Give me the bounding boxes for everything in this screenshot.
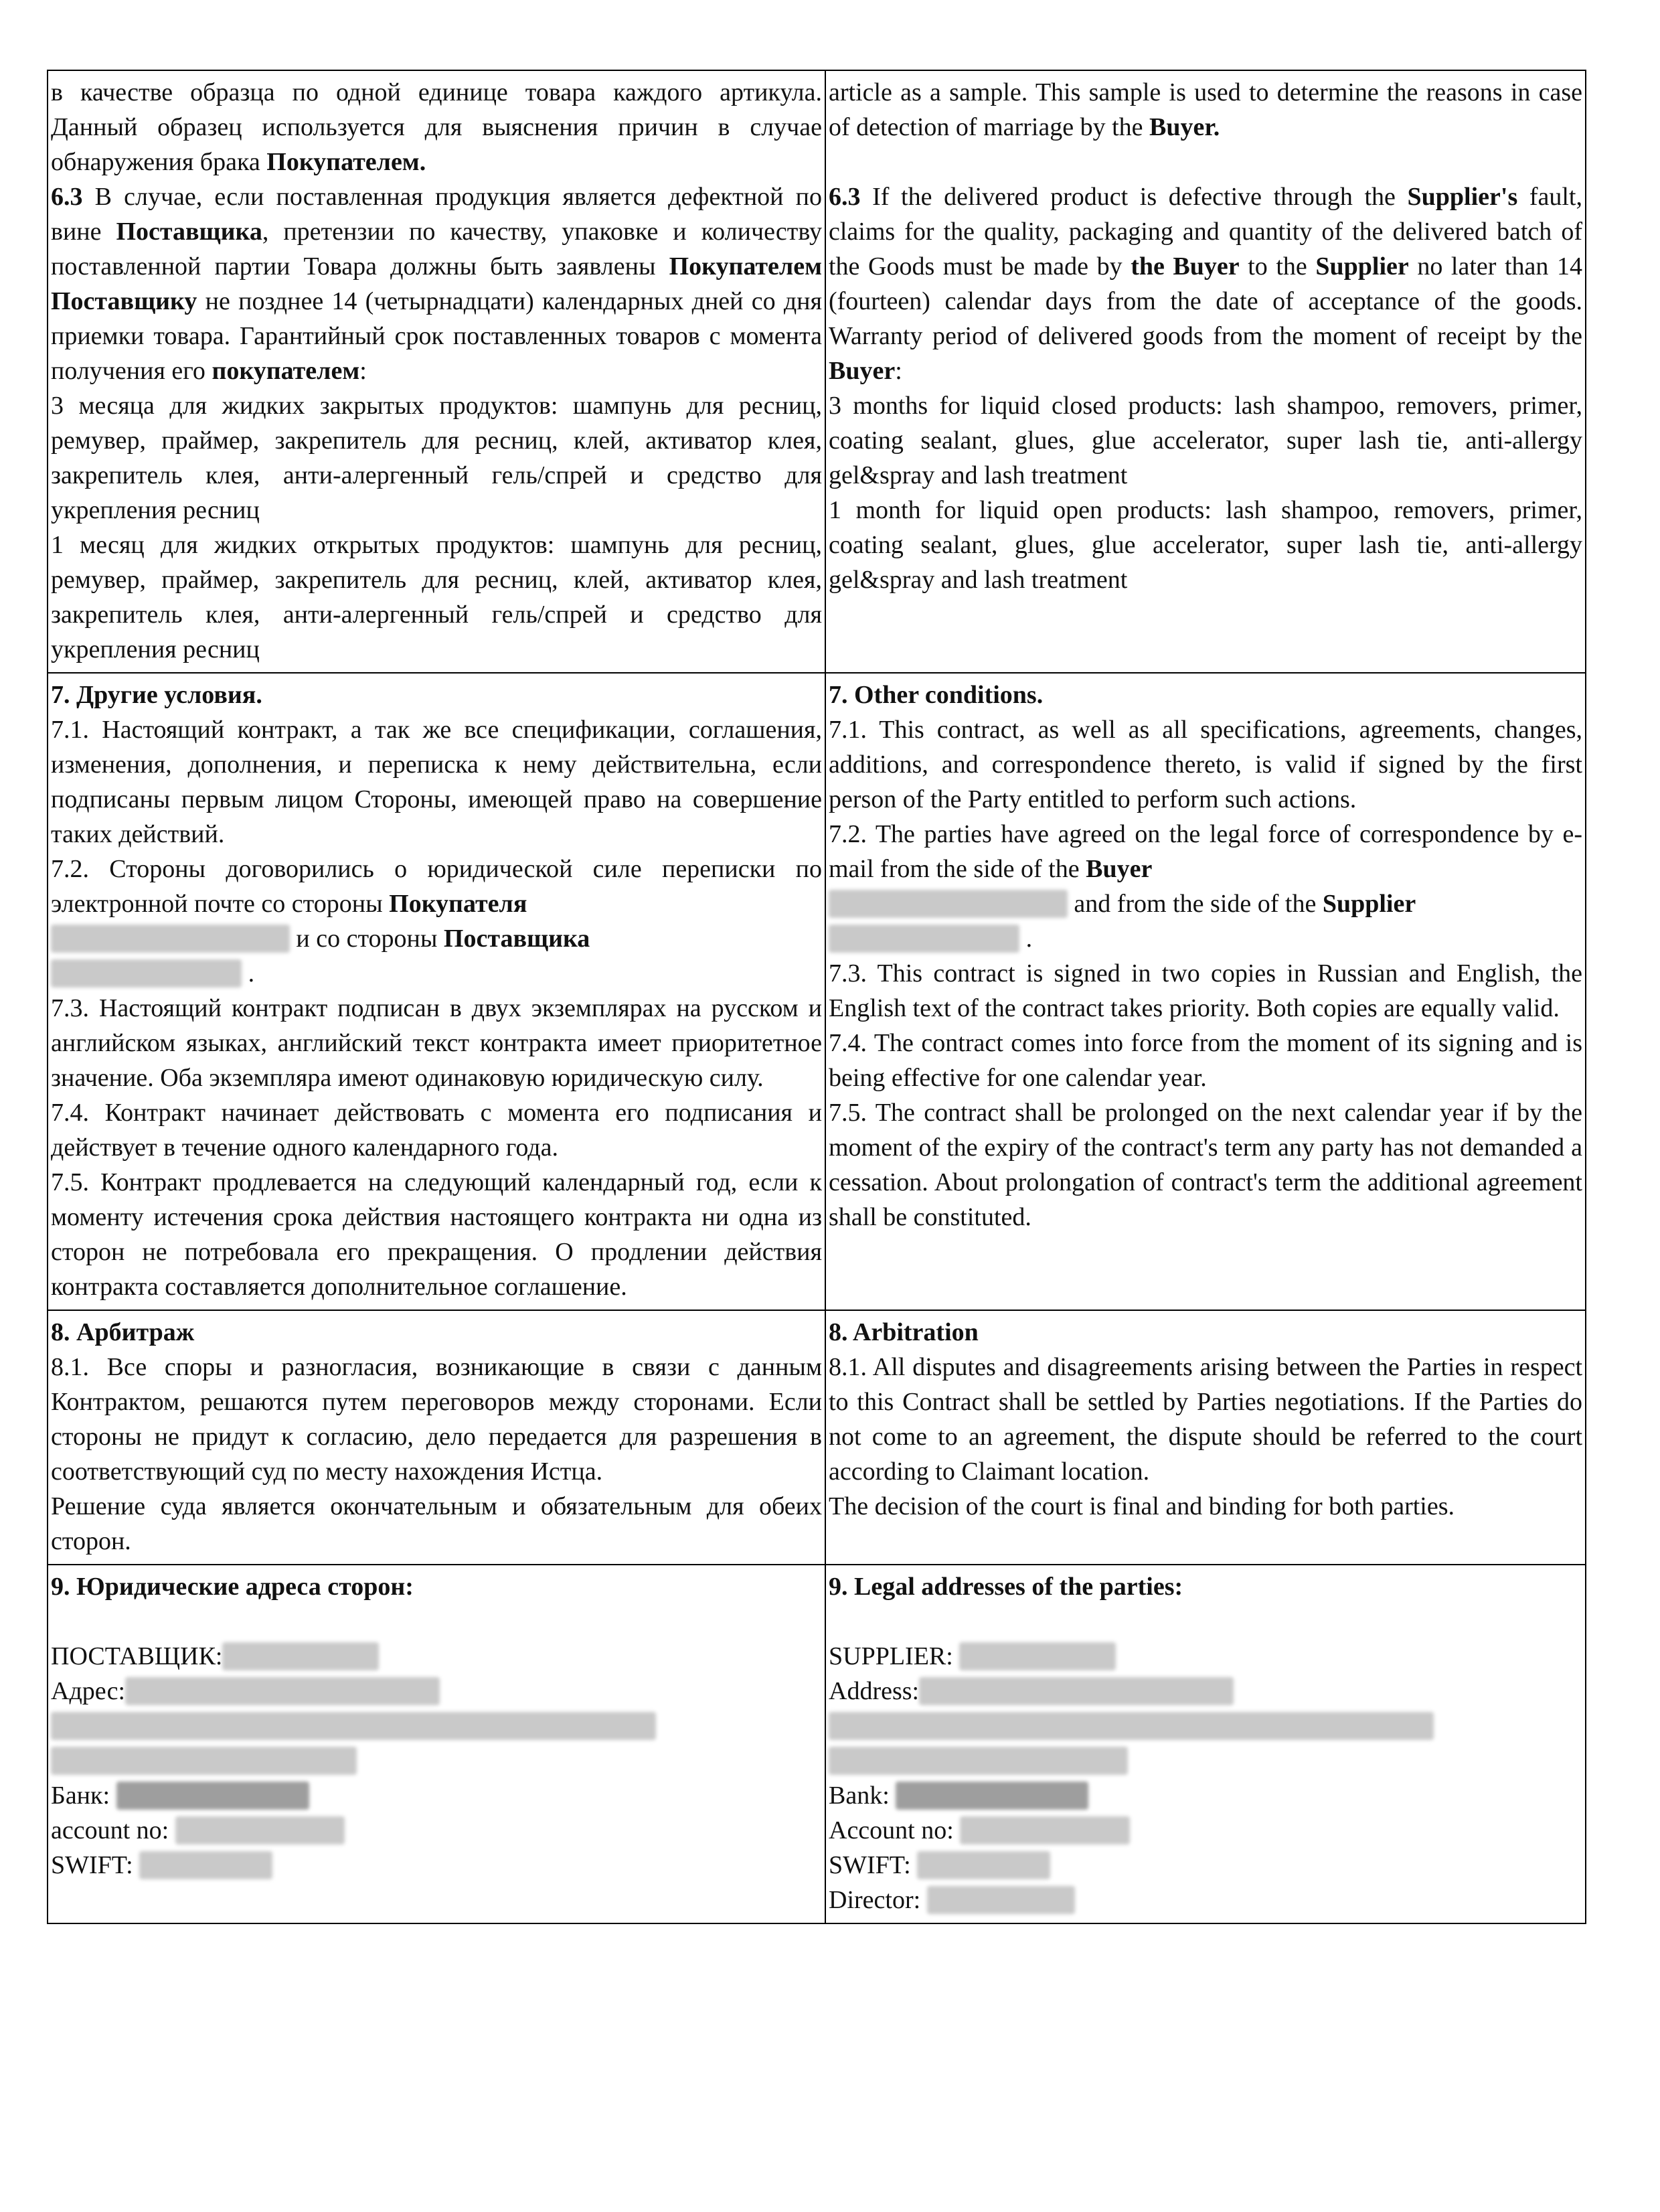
en-63-buyer: Buyer [829,357,896,385]
ru-63-buyer: покупателем [212,357,360,385]
ru-sample-text: в качестве образца по одной единице товара каждого артикула. Данный образец используется для выяснения причин в случае обнаружения брака [51,78,822,176]
en-63-supplier-2: Supplier [1315,252,1409,281]
redacted-account [175,1816,345,1844]
en-director-label: Director: [829,1886,921,1914]
ru-liquid-open: 1 месяц для жидких открытых продуктов: шампунь для ресниц, ремувер, праймер, закрепитель для ресниц, клей, активатор клея, закрепитель клея, анти-алергенный гель/спрей и средство для укрепления ресниц [51,531,822,663]
en-72-end: . [1019,925,1033,953]
ru-address-line-3 [51,1743,822,1778]
redacted-address [829,1747,1128,1775]
en-supplier-label: SUPPLIER: [829,1642,953,1670]
en-section-9-title: 9. Legal addresses of the parties: [829,1573,1183,1601]
en-72-buyer: Buyer [1086,855,1153,883]
en-address-line [829,1674,1582,1709]
redacted-address [51,1747,357,1775]
en-72-text-a: 7.2. The parties have agreed on the legal force of correspondence by e-mail from the side of the [829,820,1582,883]
en-clause-7-4: 7.4. The contract comes into force from the moment of its signing and is being effective for one calendar year. [829,1029,1582,1092]
ru-bank-label: Банк: [51,1782,110,1810]
en-liquid-open: 1 month for liquid open products: lash shampoo, removers, primer, coating sealant, glues, glue accelerator, super lash tie, anti-allergy gel&spray and lash treatment [829,496,1582,594]
en-clause-6-3 [829,179,1582,388]
cell-section-7-ru [48,673,825,1310]
en-sample-paragraph [829,75,1582,145]
ru-swift-label: SWIFT: [51,1851,133,1879]
cell-section-7-en [825,673,1586,1310]
redacted-swift [139,1851,272,1879]
ru-72-supplier: Поставщика [443,925,590,953]
en-address-line-2 [829,1709,1582,1743]
redacted-email [51,925,290,953]
en-72-text-b: and from the side of the [1067,890,1323,918]
redacted-name [222,1642,378,1670]
ru-supplier-label: ПОСТАВЩИК: [51,1642,223,1670]
redacted-bank [116,1782,309,1810]
ru-72-text-a: 7.2. Стороны договорились о юридической силе переписки по электронной почте со стороны [51,855,822,918]
ru-liquid-closed: 3 месяца для жидких закрытых продуктов: шампунь для ресниц, ремувер, праймер, закрепитель для ресниц, клей, активатор клея, закрепитель клея, анти-алергенный гель/спрей и средство для укрепления ресниц [51,392,822,524]
ru-sample-paragraph [51,75,822,179]
row-section-9 [48,1565,1586,1923]
en-63-colon: : [895,357,902,385]
contract-table [47,70,1586,1924]
en-bank-label: Bank: [829,1782,890,1810]
en-72-supplier: Supplier [1322,890,1416,918]
en-court-decision: The decision of the court is final and binding for both parties. [829,1492,1455,1520]
en-address-line-3 [829,1743,1582,1778]
en-63-text-g: no later than 14 (fourteen) calendar days from the date of acceptance of the goods. Warranty period of delivered goods from the moment of receipt by the [829,252,1582,350]
spacer [51,1604,822,1639]
row-section-8 [48,1310,1586,1565]
en-63-text-a: If the delivered product is defective through the [860,183,1408,211]
redacted-director [927,1886,1076,1914]
redacted-address [919,1677,1234,1705]
redacted-email [829,925,1019,953]
en-clause-7-2 [829,817,1582,956]
spacer [829,145,1582,179]
redacted-bank [896,1782,1088,1810]
en-63-supplier: Supplier's [1407,183,1518,211]
ru-clause-number: 6.3 [51,183,83,211]
redacted-email [829,890,1068,918]
ru-63-text-e: не позднее 14 (четырнадцати) календарных дней со дня приемки товара. Гарантийный срок поставленных товаров с момента получения его [51,287,822,385]
en-supplier-line [829,1639,1582,1674]
ru-clause-8-1: 8.1. Все споры и разногласия, возникающие в связи с данным Контрактом, решаются путем переговоров между сторонами. Если стороны не придут к согласию, дело передается для разрешения в соответствующий суд по месту нахождения Истца. [51,1353,822,1486]
en-clause-7-1: 7.1. This contract, as well as all specifications, agreements, changes, additions, and correspondence thereto, is valid if signed by the first person of the Party entitled to perform such actions. [829,716,1582,813]
en-clause-8-1: 8.1. All disputes and disagreements arising between the Parties in respect to this Contract shall be settled by Parties negotiations. If the Parties do not come to an agreement, the dispute should be referred to the court according to Claimant location. [829,1353,1582,1486]
en-liquid-closed: 3 months for liquid closed products: lash shampoo, removers, primer, coating sealant, glues, glue accelerator, super lash tie, anti-allergy gel&spray and lash treatment [829,392,1582,489]
en-address-label: Address: [829,1677,920,1705]
en-63-the-buyer: the Buyer [1131,252,1240,281]
redacted-address [125,1677,440,1705]
spacer [829,1604,1582,1639]
ru-clause-7-4: 7.4. Контракт начинает действовать с момента его подписания и действует в течение одного календарного года. [51,1099,822,1162]
redacted-address [829,1712,1434,1740]
en-bank-line [829,1778,1582,1813]
en-63-text-c: fault, claims for the quality, packaging and quantity of the delivered batch of the Goods must be made by [829,183,1582,281]
cell-section-9-ru [48,1565,825,1923]
ru-63-supplier: Поставщика [116,218,262,246]
en-sample-text: article as a sample. This sample is used to determine the reasons in case of detection of marriage by the [829,78,1582,141]
en-buyer-bold: Buyer. [1149,113,1220,141]
ru-buyer-bold: Покупателем. [266,148,426,176]
en-account-label: Account no: [829,1816,954,1844]
ru-bank-line [51,1778,822,1813]
en-63-text-e: to the [1239,252,1316,281]
ru-clause-7-3: 7.3. Настоящий контракт подписан в двух экземплярах на русском и английском языках, английский текст контракта имеет приоритетное значение. Оба экземпляра имеют одинаковую юридическую силу. [51,994,822,1092]
en-clause-7-3: 7.3. This contract is signed in two copies in Russian and English, the English text of the contract takes priority. Both copies are equally valid. [829,959,1582,1022]
row-section-6 [48,70,1586,673]
ru-supplier-line [51,1639,822,1674]
ru-clause-7-2 [51,852,822,991]
redacted-address [51,1712,656,1740]
ru-address-line [51,1674,822,1709]
cell-section-6-en [825,70,1586,673]
redacted-name [959,1642,1115,1670]
en-director-line [829,1883,1582,1917]
ru-72-buyer: Покупателя [389,890,527,918]
row-section-7 [48,673,1586,1310]
en-swift-label: SWIFT: [829,1851,911,1879]
ru-section-7-title: 7. Другие условия. [51,681,262,709]
ru-63-text-a: В случае, если поставленная продукция является дефектной по вине [51,183,822,246]
en-section-8-title: 8. Arbitration [829,1318,979,1346]
ru-63-buyer-supplier: Покупателем Поставщику [51,252,822,315]
en-swift-line [829,1848,1582,1883]
ru-swift-line [51,1848,822,1883]
ru-63-colon: : [359,357,367,385]
en-account-line [829,1813,1582,1848]
ru-address-label: Адрес: [51,1677,126,1705]
ru-72-text-b: и со стороны [289,925,444,953]
ru-account-label: account no: [51,1816,169,1844]
redacted-account [960,1816,1129,1844]
en-clause-number: 6.3 [829,183,861,211]
en-clause-7-5: 7.5. The contract shall be prolonged on the next calendar year if by the moment of the expiry of the contract's term any party has not demanded a cessation. About prolongation of contract's term the additional agreement shall be constituted. [829,1099,1582,1231]
ru-clause-7-5: 7.5. Контракт продлевается на следующий календарный год, если к моменту истечения срока действия настоящего контракта ни одна из сторон не потребовала его прекращения. О продлении действия контракта составляется дополнительное соглашение. [51,1168,822,1301]
ru-63-text-c: , претензии по качеству, упаковке и количеству поставленной партии Товара должны быть заявлены [51,218,822,281]
ru-court-decision: Решение суда является окончательным и обязательным для обеих сторон. [51,1492,822,1555]
en-section-7-title: 7. Other conditions. [829,681,1044,709]
ru-section-9-title: 9. Юридические адреса сторон: [51,1573,414,1601]
cell-section-9-en [825,1565,1586,1923]
ru-72-end: . [242,959,255,988]
ru-section-8-title: 8. Арбитраж [51,1318,195,1346]
ru-clause-6-3 [51,179,822,388]
cell-section-8-ru [48,1310,825,1565]
ru-clause-7-1: 7.1. Настоящий контракт, а так же все спецификации, соглашения, изменения, дополнения, и переписка к нему действительна, если подписаны первым лицом Стороны, имеющей право на совершение таких действий. [51,716,822,848]
ru-account-line [51,1813,822,1848]
cell-section-6-ru [48,70,825,673]
redacted-email [51,959,242,988]
redacted-swift [917,1851,1050,1879]
ru-address-line-2 [51,1709,822,1743]
cell-section-8-en [825,1310,1586,1565]
